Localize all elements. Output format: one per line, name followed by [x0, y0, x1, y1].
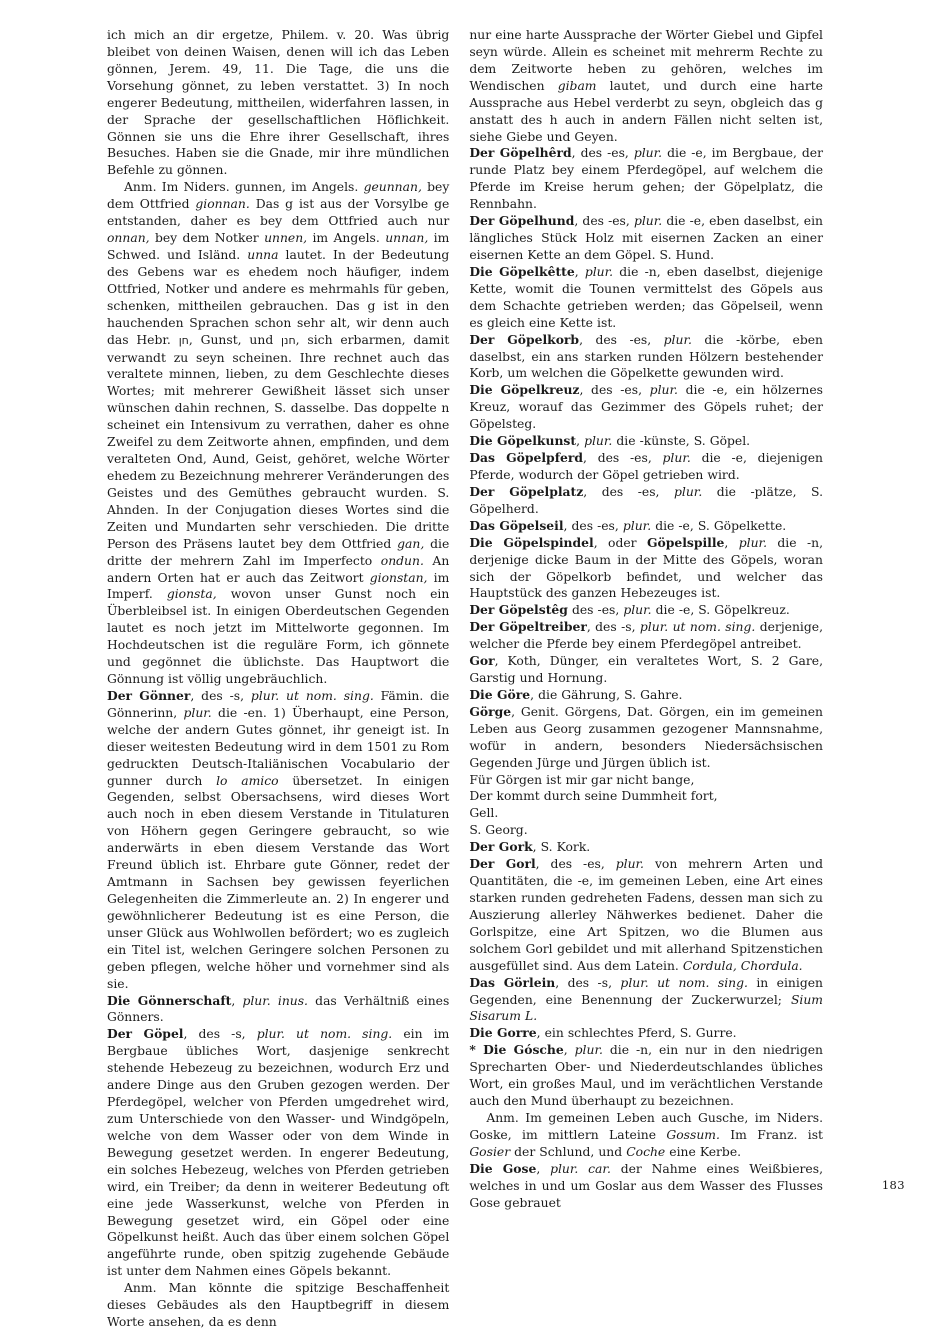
body-text: im Imperf.: [107, 570, 450, 602]
body-text: , sich erbarmen, damit verwandt zu seyn scheinen. Ihre rechnet auch das veraltete minnen, lieben, zu dem Geschlechte dieses Wortes; mit mehrerer Gewißheit lässet sich unser wünschen dahin rechnen, S. dasselbe. Das doppelte n scheinet ein Intensivum zu verrathen, daher es ohne Zweifel zu dem Zeitworte ahnen, empfinden, und dem veralteten Ond, Aund, Geist, gehöret, welche Wörter ehedem zu Bezeichnung mehrerer Veränderungen des Geistes und des Gemüthes gebraucht wurden. S. Ahnden. In der Conjugation dieses Wortes sind die Zeiten und Mundarten sehr verschieden. Die dritte Person des Präsens lautet bey dem Ottfried: [107, 332, 450, 551]
body-text: der Nahme eines Weißbieres, welches in und um Goslar aus dem Wasser des Flusses Gose gebrauet: [469, 1161, 823, 1210]
body-text: , des -es,: [563, 518, 623, 533]
left-text-column: [107, 27, 449, 1331]
italic-text: plur.: [738, 535, 768, 550]
body-text: die -n, eben daselbst, diejenige Kette, womit die Tounen vermittelst des Göpels aus dem Schachte getrieben werden; das Göpelseil, wenn es gleich eine Kette ist.: [469, 264, 823, 330]
headword: Der Göpelkorb: [469, 331, 580, 347]
verse-attribution: Gell.: [469, 806, 499, 821]
italic-text: plur. ut nom. sing.: [256, 1027, 393, 1042]
body-text: Fämin. die Gönnerinn,: [107, 688, 450, 720]
italic-text: gionsta,: [166, 587, 217, 602]
body-text: die dritte der mehrern Zahl im Imperfecto: [107, 536, 450, 568]
italic-text: Sium Sisarum L.: [469, 992, 823, 1024]
headword: * Die Gósche: [469, 1042, 564, 1058]
italic-text: plur. ut nom. sing.: [250, 688, 374, 703]
body-text: Anm. Man könnte die spitzige Beschaffenheit dieses Gebäudes als den Hauptbegriff in diesem Worte ansehen, da es denn: [107, 1281, 450, 1330]
entry-die-goepelkunst: [469, 433, 823, 450]
body-text: die -e, ein hölzernes Kreuz, worauf das Gezimmer des Göpels ruhet; der Göpelsteg.: [469, 383, 824, 432]
entry-der-goepelsteg: [469, 602, 823, 619]
body-text: ,: [576, 434, 585, 449]
italic-text: Gossum.: [666, 1127, 720, 1142]
body-text: übersetzet. In einigen Gegenden, selbst Obersachsens, wird dieses Wort auch noch in eben diesem Verstande in Titulaturen von Höhern gegen Geringere gebraucht, so wie anderwärts in eben diesem Verstande das Wort Freund üblich ist. Ehrbare gute Gönner, redet der Amtmann in Sachsen bey gewissen feyerlichen Gelegenheiten die Zimmerleute an. 2) In engerer und gewöhnlicherer Bedeutung ist es eine Person, die unser Glück aus Wohlwollen befördert; wo es zugleich ein Titel ist, welchen Geringere solchen Personen zu geben pflegen, welche höher und vornehmer sind als sie.: [107, 773, 450, 991]
headword: Göpelspille: [646, 534, 725, 550]
headword: Das Göpelseil: [469, 517, 564, 533]
entry-der-goepelhund: [469, 213, 823, 264]
body-text: Das g ist aus der Vorsylbe ge entstanden, daher es bey dem Ottfried auch nur: [107, 197, 450, 229]
italic-text: gionnan.: [195, 197, 250, 212]
body-text: der Schlund, und: [510, 1144, 627, 1159]
body-text: , des -s,: [183, 1027, 257, 1042]
body-text: im Angels.: [307, 231, 386, 246]
body-text: die -e, S. Göpelkreuz.: [651, 603, 790, 618]
body-text: des -es,: [567, 603, 624, 618]
italic-text: plur.: [663, 332, 692, 347]
entry-der-goepel: [107, 1026, 449, 1280]
body-text: die -n, derjenige dicke Baum in der Mitte des Göpels, woran sich der Göpelkorb befindet, und welcher das Hauptstück des ganzen Hebezeuges ist.: [469, 535, 823, 601]
headword: Gor: [469, 653, 495, 669]
body-text: die -e, eben daselbst, ein längliches Stück Holz mit eisernen Zacken an einer eisernen Kette an dem Göpel. S. Hund.: [469, 214, 823, 262]
body-text: , ein schlechtes Pferd, S. Gurre.: [536, 1026, 737, 1041]
two-column-text-body: [107, 27, 823, 1331]
body-text: ,: [231, 993, 243, 1008]
italic-text: plur.: [674, 484, 703, 499]
body-text: , des -es,: [583, 451, 663, 466]
body-text: Anm. Im Niders. gunnen, im Angels.: [124, 180, 364, 195]
italic-text: plur.: [183, 705, 212, 720]
entry-das-goepelseil: [469, 518, 823, 535]
italic-text: gibam: [557, 78, 597, 93]
entry-die-goepelspindel: [469, 535, 823, 603]
italic-text: plur.: [574, 1043, 603, 1058]
body-text: , Genit. Görgens, Dat. Görgen, ein im gemeinen Leben aus Georg zusammen gezogener Mannsnahme, wofür in andern, besonders Niedersächsischen Gegenden Jürge und Jürgen üblich ist.: [469, 704, 823, 770]
paragraph-goepel-anmerkung-cont: [469, 27, 823, 145]
entry-der-goepeltreiber: [469, 619, 823, 653]
italic-text: plur.: [622, 518, 652, 533]
body-text: im Schwed. und Isländ.: [107, 231, 450, 262]
body-text: in einigen Gegenden, eine Benennung der Zuckerwurzel;: [469, 975, 823, 1007]
entry-der-goepelplatz: [469, 484, 823, 518]
italic-text: Coche: [626, 1144, 666, 1159]
italic-text: Gosier: [469, 1144, 511, 1159]
body-text: , des -es,: [583, 484, 674, 499]
italic-text: gionstan,: [369, 570, 428, 585]
body-text: , die Gährung, S. Gahre.: [530, 687, 683, 702]
paragraph-goennen-senses: [107, 27, 449, 179]
body-text: wovon unser Gunst noch ein Überbleibsel ist. In einigen Oberdeutschen Gegenden lautet es noch jetzt im Mittelworte gegonnen. Im Hochdeutschen ist die reguläre Form, ich gönnete und gegönnet die üblichste. Das Hauptwort die Gönnung ist völlig ungebräuchlich.: [107, 587, 450, 687]
entry-der-gork: [469, 839, 823, 856]
entry-der-goenner: [107, 688, 449, 993]
entry-die-gorre: [469, 1025, 823, 1042]
italic-text: plur.: [662, 451, 691, 466]
body-text: , Gunst, und: [188, 332, 282, 347]
body-text: die -e, S. Göpelkette.: [651, 518, 787, 533]
headword: Der Göpelhund: [469, 213, 575, 229]
entry-der-goepelherd: [469, 145, 823, 213]
headword: Die Göpelkêtte: [469, 263, 575, 279]
paragraph-anmerkung-goepel: [107, 1280, 449, 1331]
body-text: die -e, im Bergbaue, der runde Platz bey einem Pferdegöpel, auf welchem die Pferde im Kreise herum gehen; der Göpelplatz, die Rennbahn.: [469, 146, 823, 212]
body-text: , Koth, Dünger, ein veraltetes Wort, S. 2 Gare, Garstig und Hornung.: [469, 654, 823, 686]
italic-text: unnen,: [264, 231, 308, 246]
headword: Der Göpeltreiber: [469, 619, 587, 635]
body-text: ein im Bergbaue übliches Wort, dasjenige senkrecht stehende Hebezeug zu bezeichnen, wodurch Erz und andere Dinge aus den Gruben gezogen werden. Der Pferdegöpel, welcher von Pferden umgedrehet wird, zum Unterschiede von den Wasser- und Windgöpeln, welche von dem Wasser oder von dem Winde in Bewegung gesetzet werden. In engerer Bedeutung, ein solches Hebezeug, welches von Pferden getrieben wird, ein Treiber; da denn in weiterer Bedeutung oft eine jede Wasserkunst, welche von Pferden in Bewegung gesetzet wird, ein Göpel oder eine Göpelkunst heißt. Auch das über einem solchen Göpel angeführte runde, oben spitzig zugehende Gebäude ist unter dem Nahmen eines Göpels bekannt.: [107, 1027, 450, 1279]
italic-text: plur.: [584, 434, 613, 449]
body-text: die -e, diejenigen Pferde, wodurch der Göpel getrieben wird.: [469, 451, 824, 482]
body-text: derjenige, welcher die Pferde bey einem Pferdegöpel antreibet.: [469, 620, 823, 652]
italic-text: gan,: [397, 536, 425, 551]
entry-goerge: [469, 704, 823, 772]
italic-text: plur. ut nom. sing.: [639, 620, 756, 635]
entry-die-goepelkreuz: [469, 382, 823, 433]
entry-die-goepelkette: [469, 264, 823, 332]
italic-text: lo amico: [216, 773, 279, 788]
body-text: die -körbe, eben daselbst, ein ans starken runden Hölzern bestehender Korb, um welchen die Göpelkette gewunden wird.: [469, 332, 824, 381]
right-text-column: [469, 27, 823, 1212]
entry-der-gorl: [469, 856, 823, 974]
body-text: bey dem Notker: [149, 231, 265, 246]
body-text: die -künste, S. Göpel.: [612, 434, 751, 449]
body-text: , S. Kork.: [532, 840, 591, 855]
entry-die-goesche: [469, 1042, 823, 1110]
italic-text: unnan,: [385, 231, 429, 246]
body-text: Im Franz. ist: [719, 1127, 823, 1142]
body-text: von mehrern Arten und Quantitäten, die -e, im gemeinen Leben, eine Art eines starken runden gedreheten Fadens, dessen man sich zu Auszierung allerley Nähwerkes bedienet. Daher die Gorlspitze, eine Art Spitzen, wo die Blumen aus solchem Gorl gebildet und mit allerhand Spitzenstichen ausgefüllet sind. Aus dem Latein.: [469, 857, 823, 973]
body-text: ,: [724, 535, 739, 550]
headword: Das Göpelpferd: [469, 450, 583, 466]
headword: Die Göpelkunst: [469, 433, 577, 449]
verse-line: Der kommt durch seine Dummheit fort,: [469, 789, 718, 804]
body-text: lautet, und durch eine harte Aussprache aus Hebel verderbt zu seyn, obgleich das g anstatt des h auch in andern Fällen nicht selten ist, siehe Giebe und Geyen.: [469, 78, 823, 144]
verse-line: Für Görgen ist mir gar nicht bange,: [469, 772, 695, 787]
italic-text: plur.: [615, 857, 644, 872]
body-text: S. Georg.: [469, 823, 528, 838]
body-text: ,: [574, 264, 585, 279]
body-text: ich mich an dir ergetze, Philem. v. 20. Was übrig bleibet von deinen Waisen, denen will ich das Leben gönnen, Jerem. 49, 11. Die Tage, die uns die Vorsehung gönnet, zu leben verstattet. 3) In noch engerer Bedeutung, mittheilen, widerfahren lassen, in der Sprache der gesellschaftlichen Höflichkeit. Gönnen sie uns die Ehre ihrer Gesellschaft, ihres Besuches. Haben sie die Gnade, mir ihre mündlichen Befehle zu gönnen.: [107, 28, 450, 178]
body-text: das Verhältniß eines Gönners.: [107, 993, 450, 1025]
italic-text: plur. car.: [550, 1161, 611, 1176]
page-number: 183: [881, 1178, 905, 1192]
headword: Das Görlein: [469, 974, 556, 990]
body-text: , oder: [593, 535, 647, 550]
body-text: , des -es,: [535, 857, 616, 872]
body-text: lautet. In der Bedeutung des Gebens war es ehedem noch häufiger, indem Ottfried, Notker und andere es mehrmahls für geben, schenken, mittheilen gebrauchen. Das g ist in den hauchenden Sprachen schon sehr alt, wir denn auch das Hebr.: [107, 247, 450, 347]
italic-text: plur. ut nom. sing.: [620, 975, 748, 990]
headword: Die Gorre: [469, 1025, 537, 1041]
body-text: die -en. 1) Überhaupt, eine Person, welche der andern Gutes gönnet, ihr geneigt ist. In dieser weitesten Bedeutung wird in dem 1501 zu Rom gedruckten Deutsch-Italiänischen Vocabulario der gunner durch: [107, 705, 450, 788]
headword: Die Göpelspindel: [469, 534, 594, 550]
body-text: , des -s,: [555, 975, 621, 990]
italic-text: plur.: [633, 146, 663, 161]
headword: Die Gönnerschaft: [107, 992, 232, 1008]
italic-text: Cordula, Chordula.: [682, 958, 803, 973]
body-text: , des -es,: [574, 214, 634, 229]
headword: Görge: [469, 703, 512, 719]
italic-text: onnan,: [107, 231, 150, 246]
body-text: die -plätze, S. Göpelherd.: [469, 484, 823, 516]
body-text: nur eine harte Aussprache der Wörter Giebel und Gipfel seyn würde. Allein es scheinet mit mehrerm Rechte zu dem Zeitworte heben zu gehören, welches im Wendischen: [469, 28, 823, 93]
body-text: die -n, ein nur in den niedrigen Sprecharten Ober- und Niederdeutschlandes übliches Wort, ein großes Maul, und im verächtlichen Verstande auch den Mund überhaupt zu bezeichnen.: [469, 1043, 823, 1109]
headword: Der Göpelplatz: [469, 483, 584, 499]
italic-text: plur.: [623, 603, 652, 618]
headword: Der Gork: [469, 839, 533, 855]
body-text: , des -es,: [579, 332, 664, 347]
italic-text: plur.: [633, 214, 663, 229]
italic-text: plur. inus.: [242, 993, 308, 1008]
entry-das-goerlein: [469, 975, 823, 1026]
paragraph-anmerkung-goesche: [469, 1110, 823, 1161]
body-text: , des -es,: [579, 383, 650, 398]
italic-text: ondun.: [380, 553, 424, 568]
hebrew-text: חן: [178, 333, 189, 347]
entry-die-gose: [469, 1161, 823, 1212]
italic-text: unna: [247, 247, 279, 262]
entry-see-georg: [469, 822, 823, 839]
body-text: ,: [536, 1161, 551, 1176]
headword: Der Göpel: [107, 1026, 184, 1042]
paragraph-anmerkung-goennen: [107, 179, 449, 688]
body-text: ,: [563, 1043, 575, 1058]
entry-die-goere: [469, 687, 823, 704]
headword: Der Gorl: [469, 856, 536, 872]
body-text: An andern Orten hat er auch das Zeitwort: [107, 553, 450, 585]
hebrew-text: חנן: [281, 333, 296, 347]
body-text: , des -s,: [586, 620, 640, 635]
headword: Der Gönner: [107, 687, 191, 703]
headword: Der Göpelstêg: [469, 602, 568, 618]
entry-das-goepelpferd: [469, 450, 823, 484]
headword: Die Göre: [469, 686, 531, 702]
body-text: Anm. Im gemeinen Leben auch Gusche, im Niders. Goske, im mittlern Lateine: [469, 1111, 823, 1142]
body-text: eine Kerbe.: [665, 1144, 742, 1159]
headword: Der Göpelhêrd: [469, 145, 572, 161]
headword: Die Göpelkreuz: [469, 382, 580, 398]
body-text: , des -s,: [190, 688, 251, 703]
entry-der-goepelkorb: [469, 332, 823, 383]
body-text: bey dem Ottfried: [107, 180, 450, 212]
entry-gor: [469, 653, 823, 687]
italic-text: plur.: [584, 264, 614, 279]
entry-die-goennerschaft: [107, 993, 449, 1027]
body-text: , des -es,: [571, 146, 634, 161]
headword: Die Gose: [469, 1160, 537, 1176]
italic-text: plur.: [649, 383, 678, 398]
italic-text: geunnan,: [363, 180, 422, 195]
